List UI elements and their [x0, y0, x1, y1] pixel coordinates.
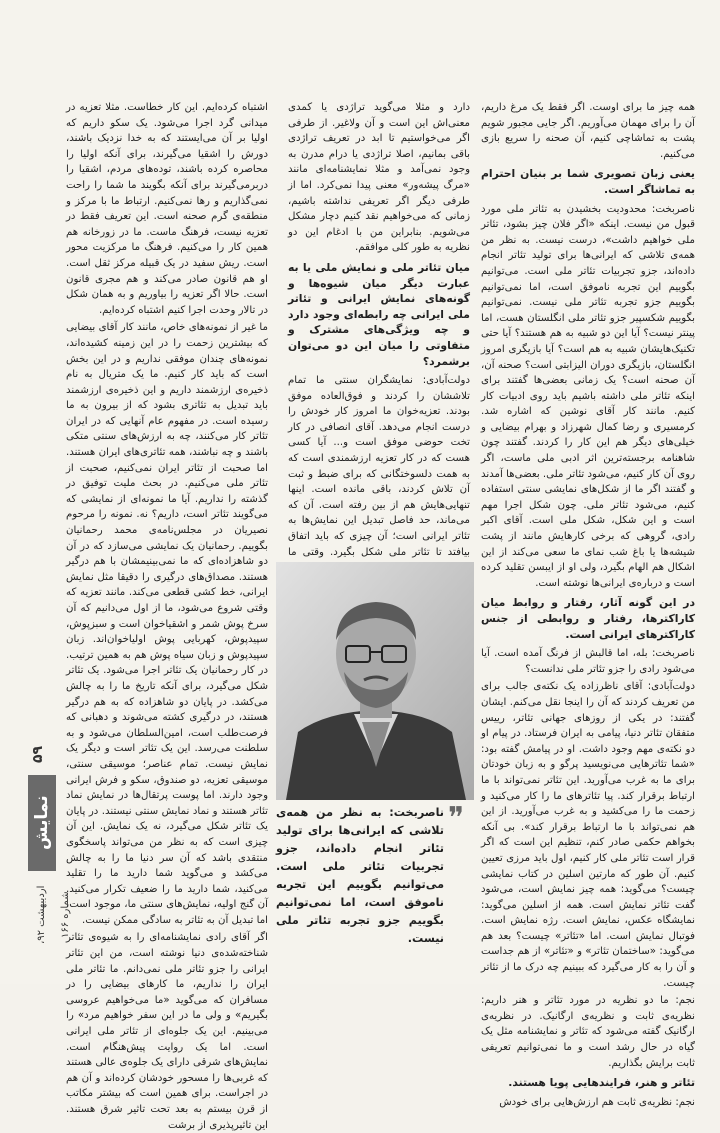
paragraph: ناصربخت: محدودیت بخشیدن به تئاتر ملی مورد قبول من نیست. اینکه «اگر فلان چیز بشود، تئاتر ملی خواهیم داشت»، درست نیست. به نظر من همه‌ی تلاشی که ایرانی‌ها برای تولید تئاتر انجام داده‌اند، جزو تجربیات تئاتر ملی است. می‌توانیم بگوییم این تجربه ناموفق است، اما نمی‌توانیم بگوییم جزو تجربه تئاتر ملی نیست. نمی‌توانیم بگوییم شکسپیر جزو تئاتر ملی انگلستان هست، اما پینتر نیست؟ آیا این دو شبیه به هم هستند؟ آیا حتی تکنیک‌هایشان شبیه به هم است؟ آیا بازیگری امروز انگلستان، بازیگری دوران الیزابتی است؟ صحنه آن، آن صحنه است؟ یک زمانی بعضی‌ها گفتند برای اینکه تئاتر ملی داشته باشیم باید روی ادبیات کار کنیم. مانند کار آقای نوشین که اشاره شد. کرمسیری و رضا کمال شهرزاد و بهرام بیضایی و خیلی‌های دیگر هم این کار را کردند. گفتند چون شاهنامه برجسته‌ترین اثر ادبی ملی ماست، اگر روی آن کار کنیم، می‌شود تئاتر ملی. بعضی‌ها آمدند و گفتند اگر ما از شکل‌های نمایشی سنتی استفاده کنیم، می‌شود تئاتر ملی. چون شکل اجرا مهم است و این شکل، شکل ملی است. آقای اکبر رادی، گروهی که برخی کارهایش مانند از پشت شیشه‌ها یا باغ شب نمای ما سعی می‌کند از این اشکال هم الهام بگیرد، ولی او از ایبسن تقلید کرده است و درباره‌ی ایرانی‌ها نوشته است. — [481, 203, 695, 589]
paragraph: همه چیز ما برای اوست. اگر فقط یک مرغ داریم، آن را برای مهمان می‌آوریم. اگر جایی مجبور شویم پشت به تماشاچی کنیم، آن صحنه را سریع بازی می‌کنیم. — [481, 102, 695, 160]
quote-mark-icon: ❞ — [448, 801, 465, 836]
page-sidebar — [28, 715, 71, 955]
article-column-middle — [288, 100, 470, 560]
magazine-logo: نمایش — [28, 775, 56, 871]
paragraph: نجم: ما دو نظریه در مورد تئاتر و هنر داریم: نظریه‌ی ثابت و نظریه‌ی ارگانیک. در نظریه‌ی ارگانیک گفته می‌شود که تئاتر و نمایشنامه مثل یک گیاه در حال رشد است و ما نمی‌توانیم تعریفی ثابت برایش بگذاریم. — [481, 995, 695, 1069]
article-column-right — [481, 100, 695, 1108]
article-column-left — [66, 100, 268, 1131]
issue-info: اردیبهشت ۹۲، شماره ۱۶۶ — [36, 885, 71, 945]
question-heading: تئاتر و هنر، فرایندهایی پویا هستند. — [508, 1076, 695, 1090]
paragraph: نجم: نظریه‌ی ثابت هم ارزش‌هایی برای خودش — [499, 1096, 695, 1108]
paragraph: دولت‌آبادی: آقای ناظرزاده یک نکته‌ی جالب برای من تعریف کردند که آن را اینجا نقل می‌کنم. ایشان گفتند: در یکی از روزهای جهانی تئاتر، رییس متفقان تئاتر دنیا، پیامی به ایران فرستاد. در پیام او دو نکته‌ی مهم وجود داشت. او در پیامش گفته بود: «شما تئاترهایی می‌نویسید پرگو و به زبان خودتان برای ما به غرب می‌آورید. این تئاتر نمی‌تواند با ما ارتباط برقرار کند. پیا تئاترهای ما را کار می‌کنید و زحمت ما را می‌کشید و به غرب می‌آورید. از این هم نمی‌تواند با ما ارتباط برقرار کند». بی آنکه بخواهم حکمی صادر کنم، تنظیم این است که اگر قرار است تئاتر ملی کار کنیم، اول باید مرزی تعیین کنیم. آن طور که مارتین اسلین در کتاب نمایشی چیست؟ می‌گوید: همه چیز نمایش است، می‌شود گفت تئاتر نمایش است. همه از اسلین می‌گوید: نمایشگاه عکس، نمایش است. رژه نمایش است. فوتبال نمایش است. اما «تئاتر» چیست؟ بعد هم می‌گوید: «ساختمان تئاتر» و «تئاتر» از هم جداست و آن را به کار می‌گیرد که ببینیم چه درک ما از تئاتر چیست. — [481, 681, 695, 989]
question-heading: در این گونه آثار، رفتار و روابط میان کاراکترها، رفتار و روابطی از جنس کاراکترهای ایرانی است. — [481, 596, 695, 641]
question-heading: میان تئاتر ملی و نمایش ملی یا به عبارت دیگر میان شیوه‌ها و گونه‌های نمایش ایرانی و تئاتر ملی ایرانی چه رابطه‌ای وجود دارد و چه ویژگی‌های مشترک و متفاوتی را میان این دو می‌توان برشمرد؟ — [288, 260, 470, 368]
pull-quote — [276, 801, 474, 945]
interviewee-photo — [276, 562, 474, 800]
pull-quote-text: ناصربخت: به نظر من همه‌ی تلاشی که ایرانی‌ها برای تولید تئاتر انجام داده‌اند، جزو تجربیات تئاتر ملی است. می‌توانیم بگوییم این تجربه ناموفق است، اما نمی‌توانیم بگوییم جزو تجربه تئاتر ملی نیست. — [276, 806, 444, 945]
paragraph: دولت‌آبادی: نمایشگران سنتی ما تمام تلاششان را کردند و فوق‌العاده موفق بودند. تعزیه‌خوان ما امروز کار خودش را درست انجام می‌دهد. آقای انصافی در کار تخت حوضی موفق است و... آیا کسی هست که در کار تعزیه ارزشمندی است که به همت دلسوختگانی که برای ضبط و ثبت آن تلاش کردند، باقی مانده است. اینها تنهایی‌هایش هم از بین رفته است. آن که می‌ماند، حد فاصل تبدیل این نمایش‌ها به تئاتر ایرانی است؛ آن چیزی که باید اتفاق بیافتد تا تئاتر ملی شکل بگیرد. وقتی ما — [288, 375, 470, 558]
question-heading: یعنی زبان تصویری شما بر بنیان احترام به تماشاگر است. — [481, 167, 695, 196]
page-number: ۵۹ — [30, 745, 46, 763]
paragraph: ما غیر از نمونه‌های خاص، مانند کار آقای بیضایی که بیشترین زحمت را در این زمینه کشیده‌اند، نمونه‌های چندان موفقی نداریم و در این بخش است که باید کار کنیم. ما یک متریال به نام ذخیره‌ی ارزشمند داریم و این ذخیره‌ی ارزشمند باید تبدیل به تئاتری بشود که از بیرون به ما رسیده است. در مفهوم عام آنهایی که در ایران تئاتر کار می‌کنند، چه به ارزش‌های سنتی متکی باشند و چه نباشند، همه تئاتری‌های ایران هستند. اما صحبت از تئاتر ایران نمی‌کنیم، صحبت از تئاتر ملی می‌کنیم. در بحث ملیت توفیق در گذشته را نداریم. آیا ما نمونه‌ای از نمایشی که می‌گویند تئاتر است، داریم؟ نه. نمونه را مرحوم نصیریان در مجلس‌نامه‌ی محمد رحمانیان بگوییم. رحمانیان یک نمایشی می‌سازد که در آن دو شاهزاده‌ای که ما نمی‌بینیمشان با هم درگیر هستند. مصداق‌های درگیری را دقیقا مثل نمایش ایرانی، خط کشی قطعی می‌کند. مانند تعزیه که وقتی شروع می‌شود، ما از اول می‌دانیم که آن سرخ پوش شمر و اشقیاخوان است و سبزپوش، سپیدپوش، کهربایی پوش اولیاخوان‌اند. زبان سپیدپوش و زبان سیاه پوش هم به همین ترتیب. در کار رحمانیان یک تئاتر اجرا می‌شود. یک تئاتر شکل می‌گیرد، برای آنکه تاریخ ما را به چالش می‌کشد. در پایان دو شاهزاده که به هم درگیر هستند، در درگیری کشته می‌شوند و دهبانی که فرصت‌طلب است، امین‌السلطان می‌شود و به سلطنت می‌رسد. این یک تئاتر است و دیگر یک نمایش نیست. تمام عناصر؛ موسیقی سنتی، موسیقی تعزیه، دو صندوق، سکو و فرش ایرانی وجود دارند. اما پوست پرتقال‌ها در نمایش نماد تئاتر هستند و نماد نمایش سنتی نیستند. در پایان یک تئاتر شکل می‌گیرد، نه یک نمایش. این آن چیزی است که به نظر من می‌تواند پاسخگوی منتقدی باشد که آن سر دنیا ما را به چالش می‌کشد و می‌گوید شما دارید ما را تقلید می‌کنید، شما دارید ما را ضعیف تکرار می‌کنید. آن گنج اولیه، نمایش‌های سنتی ما، موجود است، اما تبدیل آن به تئاتر به سادگی ممکن نیست. — [66, 322, 268, 926]
paragraph: اشتباه کرده‌ایم. این کار خطاست. مثلا تعزیه در میدانی گرد اجرا می‌شود. یک سکو داریم که اولیا بر آن می‌ایستند که به خدا نزدیک باشند، دورش را اشقیا می‌گیرند، برای آنکه اولیا را محاصره کرده باشند، توده‌های مردم، اشقیا را دربرمی‌گیرند برای آنکه بگویند ما شما را راحت نمی‌گذاریم و رها نمی‌کنیم. ارتباط ما با مرکز و منطقه‌ی گرم صحنه است. این تعریف فقط در تعزیه نیست، فرهنگ ماست. ما در زورخانه هم همین کار را می‌کنیم. فرهنگ ما مرکزیت محور است. ریش سفید در یک قبیله مرکز ثقل است. او هم قانون صادر می‌کند و هم مجری قانون است. حالا اگر تعزیه را بیاوریم و به همان شکل در تالار وحدت اجرا کنیم اشتباه کرده‌ایم. — [66, 102, 268, 316]
paragraph: ناصربخت: بله، اما قالبش از فرنگ آمده است. آیا می‌شود رادی را جزو تئاتر ملی ندانست؟ — [481, 648, 695, 675]
paragraph: دارد و مثلا می‌گوید تراژدی یا کمدی معنی‌اش این است و آن ولاغیر. از طرفی اگر می‌خواستیم تا ابد در تعریف تراژدی باقی بمانیم، اصلا تراژدی یا درام مدرن به وجود نمی‌آمد و مثلا نمایشنامه‌ای مانند «مرگ پیشه‌ور» معنی پیدا نمی‌کرد. اما از طرفی دیگر اگر تعریفی نداشته باشیم، زمانی که می‌خواهیم نقد کنیم دچار مشکل می‌شویم. بنابراین من با ادغام این دو نظریه به طور کلی موافقم. — [288, 102, 470, 254]
paragraph: اگر آقای رادی نمایشنامه‌ای را به شیوه‌ی تئاتر شناخته‌شده‌ی دنیا نوشته است، من این تئاتر ایرانی را جزو تئاتر ملی نمی‌دانم. ما تئاتر ملی ایران را نداریم، ما کارهای بیضایی را در مسافران که می‌گوید «ما می‌خواهیم عروسی بگیریم» و ولی ما در این سفر خواهیم مرد» را می‌بینیم. این یک جلوه‌ای از تئاتر ملی ایرانی است. اما یک روایت پیش‌هنگام است. نمایش‌های شرقی دارای یک جلوه‌ی عالی هستند که غربی‌ها را مسحور خودشان کرده‌اند و آن هم در اجراست. برای همین است که بیشتر مکاتب از قرن بیستم به بعد تحت تاثیر شرق هستند. این تاثیرپذیری از برشت — [66, 932, 268, 1131]
